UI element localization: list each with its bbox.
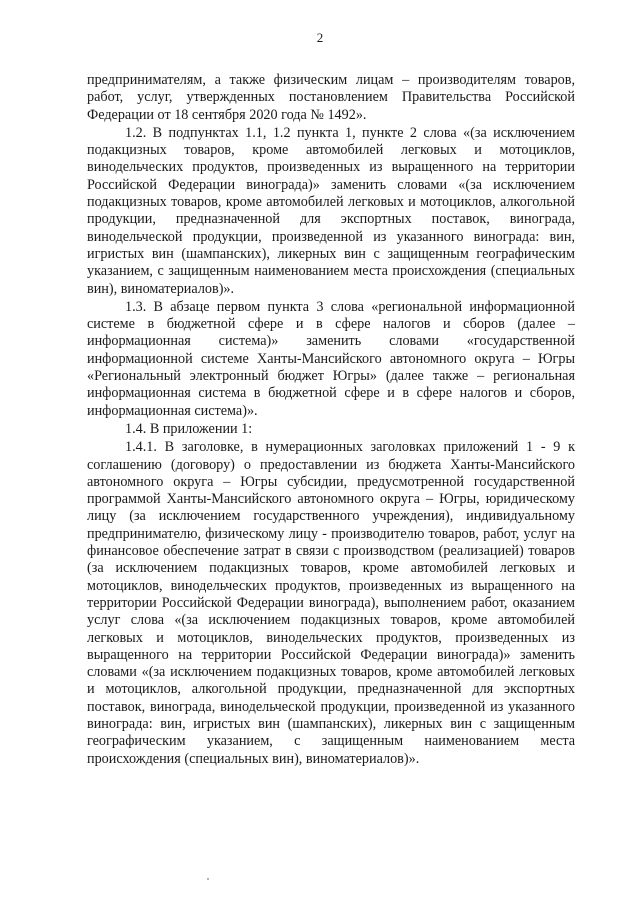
scan-artifact-dot (207, 878, 209, 880)
page-number: 2 (316, 30, 324, 45)
document-body (87, 72, 575, 768)
paragraph-item-1-2: 1.2. В подпунктах 1.1, 1.2 пункта 1, пункте 2 слова «(за исключением подакцизных товаров, кроме автомобилей легковых и мотоциклов, винодельческих продуктов, произведенных из выращенного на территории Российской Федерации винограда)» заменить словами «(за исключением подакцизных товаров, кроме автомобилей легковых и мотоциклов, алкогольной продукции, предназначенной для экспортных поставок, винограда, винодельческой продукции, произведенной из указанного винограда: вин, игристых вин (шампанских), ликерных вин с защищенным географическим указанием, с защищенным наименованием места происхождения (специальных вин), виноматериалов)». (87, 124, 575, 297)
paragraph-item-1-4-1: 1.4.1. В заголовке, в нумерационных заголовках приложений 1 - 9 к соглашению (договору) о предоставлении из бюджета Ханты-Мансийского автономного округа – Югры субсидии, предусмотренной государственной программой Ханты-Мансийского автономного округа – Югры, юридическому лицу (за исключением государственного учреждения), индивидуальному предпринимателю, физическому лицу - производителю товаров, работ, услуг на финансовое обеспечение затрат в связи с производством (реализацией) товаров (за исключением подакцизных товаров, кроме автомобилей легковых и мотоциклов, винодельческих продуктов, произведенных из выращенного на территории Российской Федерации винограда), выполнением работ, оказанием услуг слова «(за исключением подакцизных товаров, кроме автомобилей легковых и мотоциклов, винодельческих продуктов, произведенных из выращенного на территории Российской Федерации винограда)» заменить словами «(за исключением подакцизных товаров, кроме автомобилей легковых и мотоциклов, алкогольной продукции, предназначенной для экспортных поставок, винограда, винодельческой продукции, произведенной из указанного винограда: вин, игристых вин (шампанских), ликерных вин с защищенным географическим указанием, с защищенным наименованием места происхождения (специальных вин), виноматериалов)». (87, 439, 575, 767)
paragraph-item-1-4: 1.4. В приложении 1: (125, 420, 253, 437)
paragraph-item-1-3: 1.3. В абзаце первом пункта 3 слова «региональной информационной системе в бюджетной сфере и в сфере налогов и сборов (далее – информационная система)» заменить словами «государственной информационной системе Ханты-Мансийского автономного округа – Югры «Региональный электронный бюджет Югры» (далее также – региональная информационная система в бюджетной сфере и в сфере налогов и сборов, информационная система)». (87, 298, 575, 419)
paragraph-continuation: предпринимателям, а также физическим лицам – производителям товаров, работ, услуг, утвержденных постановлением Правительства Российской Федерации от 18 сентября 2020 года № 1492». (87, 72, 575, 123)
